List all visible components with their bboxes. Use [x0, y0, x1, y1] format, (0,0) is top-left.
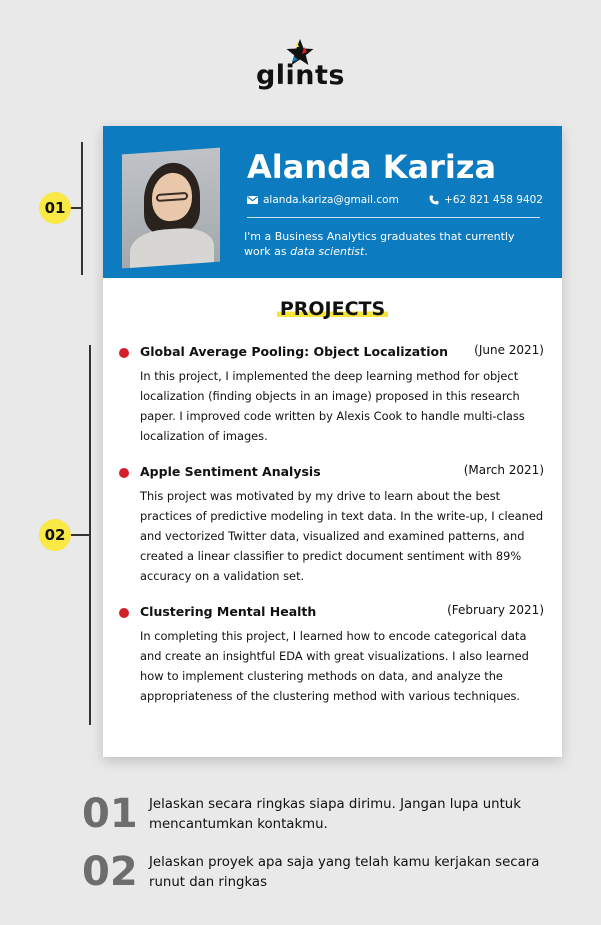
project-date: (February 2021) [447, 603, 544, 617]
instruction-number: 02 [82, 849, 138, 895]
phone-text: +62 821 458 9402 [444, 194, 543, 206]
mail-icon [247, 196, 258, 204]
instruction-text: Jelaskan proyek apa saja yang telah kamu kerjakan secara runut dan ringkas [149, 855, 540, 890]
bullet-dot [119, 608, 129, 618]
resume-header [103, 126, 562, 278]
brand-name: glints [255, 60, 346, 91]
project-description: In this project, I implemented the deep learning method for object localization (finding objects in an image) proposed in this research paper. I improved code written by Alexis Cook to handle multi-class localization of images. [140, 369, 525, 443]
project-title: Global Average Pooling: Object Localization [140, 344, 448, 359]
profile-photo [122, 148, 220, 269]
phone-icon [429, 195, 439, 205]
marker-01: 01 [39, 192, 71, 224]
resume-card [103, 126, 562, 757]
header-divider [247, 217, 540, 218]
instruction-number: 01 [82, 791, 138, 837]
contact-phone [429, 194, 543, 206]
marker-02: 02 [39, 519, 71, 551]
project-description: This project was motivated by my drive to learn about the best practices of predictive modeling in text data. In the write-up, I cleaned and vectorized Twitter data, visualized and examined patterns, and created a linear classifier to predict document sentiment with 89% accuracy on a validation set. [140, 489, 544, 583]
guide-tick-02 [70, 534, 90, 536]
bullet-dot [119, 348, 129, 358]
project-date: (June 2021) [474, 343, 544, 357]
summary-role: data scientist [290, 245, 365, 258]
project-description: In completing this project, I learned how to encode categorical data and create an insightful EDA with great visualizations. I also learned how to implement clustering methods on data, and analyze the appropriateness of the clustering method with various techniques. [140, 629, 529, 703]
contact-email [247, 194, 399, 206]
contact-row [247, 194, 543, 210]
project-date: (March 2021) [463, 463, 544, 477]
project-title: Apple Sentiment Analysis [140, 464, 321, 479]
instruction-text: Jelaskan secara ringkas siapa dirimu. Jangan lupa untuk mencantumkan kontakmu. [149, 797, 521, 832]
summary-text: I'm a Business Analytics graduates that currently work as data scientist. [244, 230, 515, 258]
candidate-name: Alanda Kariza [247, 148, 497, 186]
guide-tick-01 [70, 207, 82, 209]
section-title-projects: PROJECTS [103, 298, 562, 320]
email-text: alanda.kariza@gmail.com [263, 194, 399, 206]
project-title: Clustering Mental Health [140, 604, 317, 619]
bullet-dot [119, 468, 129, 478]
